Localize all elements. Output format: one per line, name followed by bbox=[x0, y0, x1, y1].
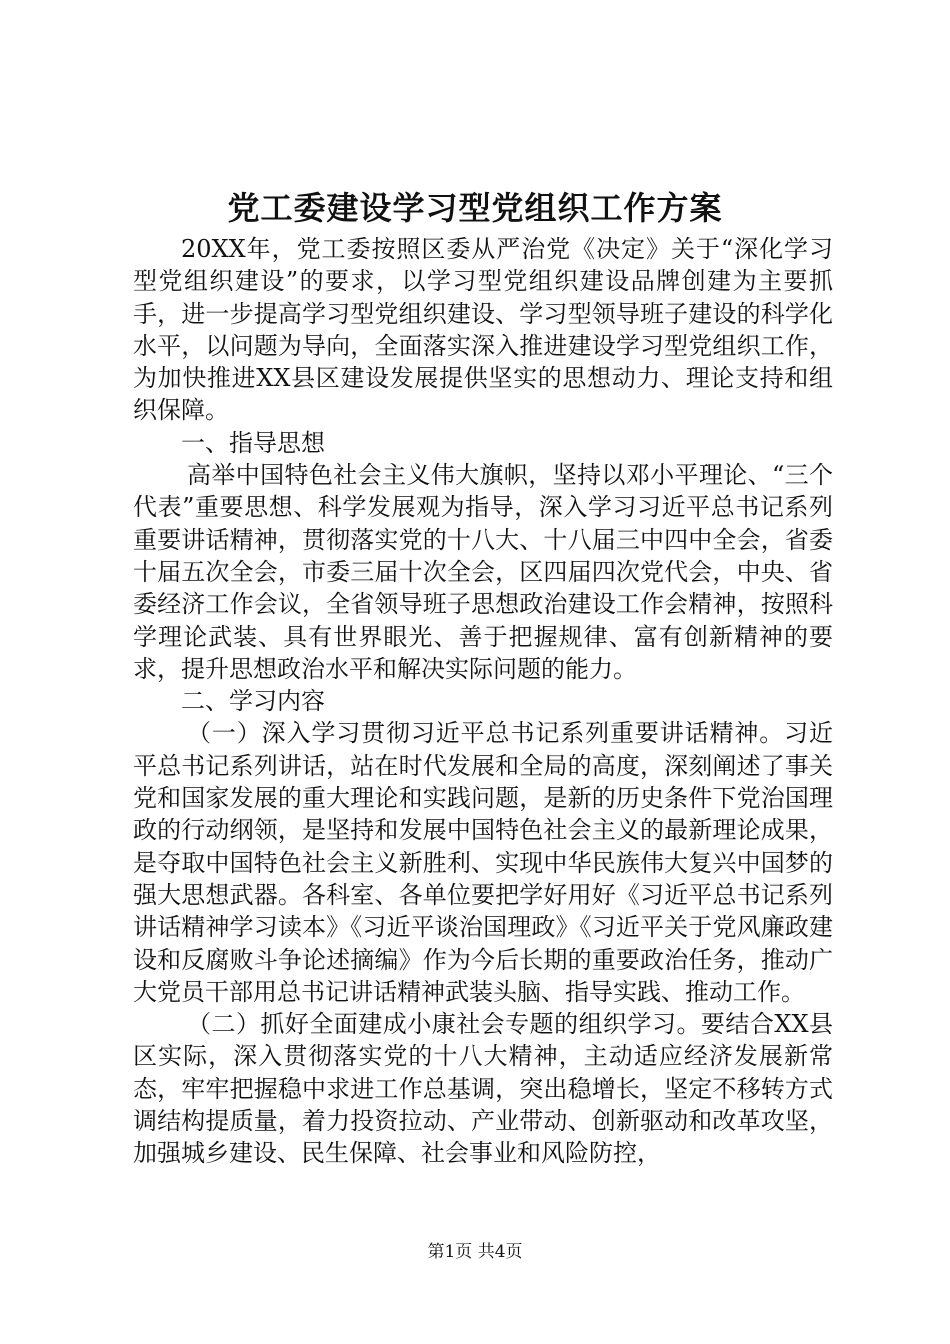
section-heading-guiding-thought: 一、指导思想 bbox=[181, 428, 325, 457]
study-item-1-paragraph: （一）深入学习贯彻习近平总书记系列重要讲话精神。习近平总书记系列讲话，站在时代发展和全局的高度，深刻阐述了事关党和国家发展的重大理论和实践问题，是新的历史条件下党治国理政的行动纲领，是坚持和发展中国特色社会主义的最新理论成果，是夺取中国特色社会主义新胜利、实现中华民族伟大复兴中国梦的强大思想武器。各科室、各单位要把学好用好《习近平总书记系列讲话精神学习读本》《习近平谈治国理政》《习近平关于党风廉政建设和反腐败斗争论述摘编》作为今后长期的重要政治任务，推动广大党员干部用总书记讲话精神武装头脑、指导实践、推动工作。 bbox=[133, 719, 833, 1006]
document-title: 党工委建设学习型党组织工作方案 bbox=[227, 189, 723, 227]
study-item-2-paragraph: （二）抓好全面建成小康社会专题的组织学习。要结合XX县区实际，深入贯彻落实党的十八大精神，主动适应经济发展新常态，牢牢把握稳中求进工作总基调，突出稳增长，坚定不移转方式调结构提质量，着力投资拉动、产业带动、创新驱动和改革攻坚，加强城乡建设、民生保障、社会事业和风险防控， bbox=[133, 1010, 833, 1168]
section-heading-study-content: 二、学习内容 bbox=[181, 687, 325, 716]
page-number-footer: 第1页 共4页 bbox=[427, 1242, 523, 1262]
guiding-thought-paragraph: 高举中国特色社会主义伟大旗帜，坚持以邓小平理论、“三个代表”重要思想、科学发展观为指导，深入学习习近平总书记系列重要讲话精神，贯彻落实党的十八大、十八届三中四中全会，省委十届五次全会，市委三届十次全会，区四届四次党代会，中央、省委经济工作会议，全省领导班子思想政治建设工作会精神，按照科学理论武装、具有世界眼光、善于把握规律、富有创新精神的要求，提升思想政治水平和解决实际问题的能力。 bbox=[133, 461, 833, 683]
intro-paragraph: 20XX年，党工委按照区委从严治党《决定》关于“深化学习型党组织建设”的要求，以学习型党组织建设品牌创建为主要抓手，进一步提高学习型党组织建设、学习型领导班子建设的科学化水平，以问题为导向，全面落实深入推进建设学习型党组织工作，为加快推进XX县区建设发展提供坚实的思想动力、理论支持和组织保障。 bbox=[133, 235, 833, 425]
document-body bbox=[133, 233, 833, 1170]
